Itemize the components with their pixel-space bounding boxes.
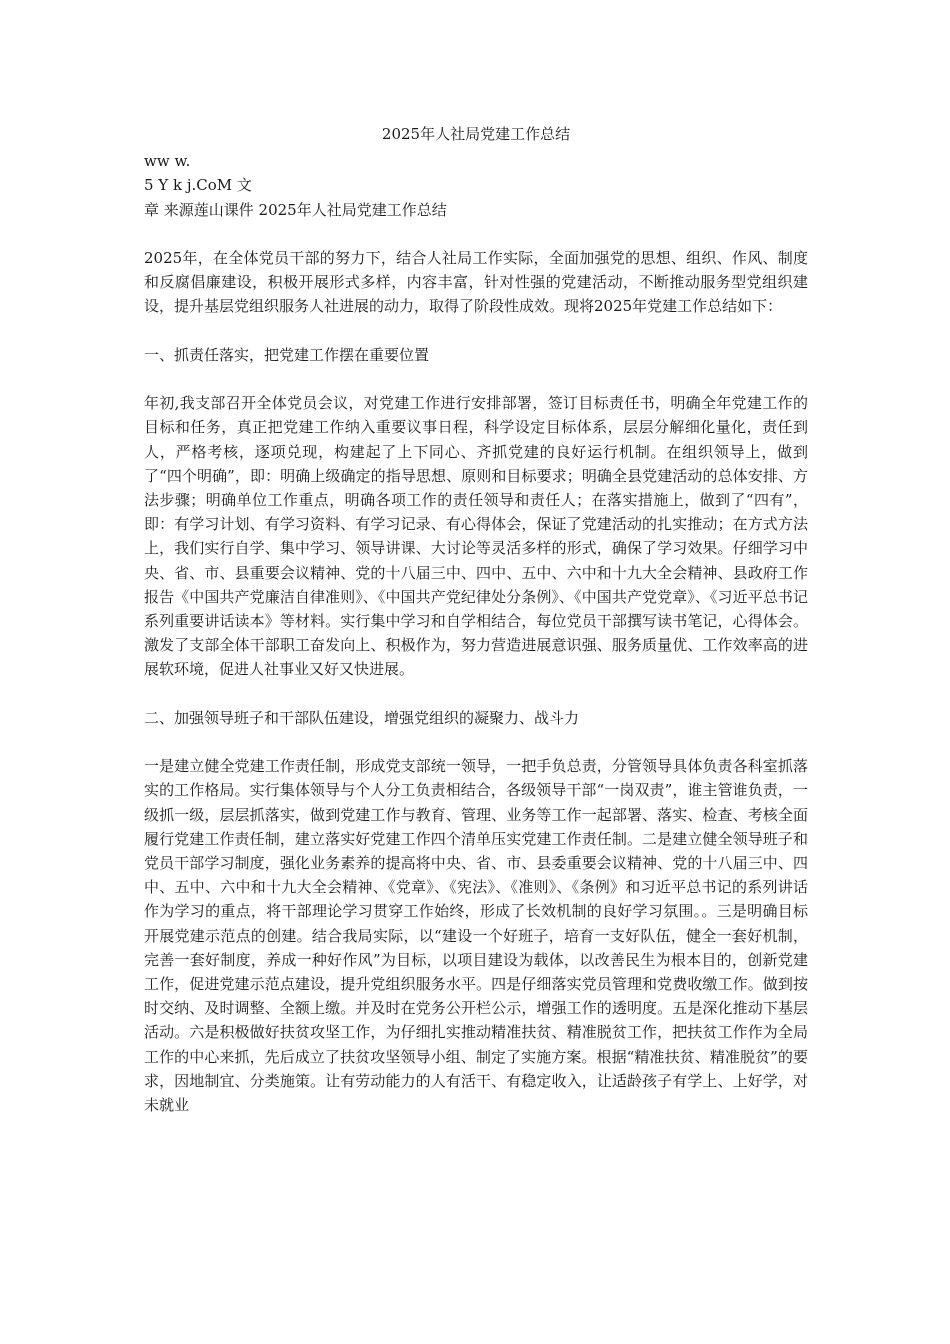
document-title: 2025年人社局党建工作总结 (381, 125, 571, 143)
spacer (144, 682, 808, 706)
intro-paragraph: 2025年，在全体党员干部的努力下，结合人社局工作实际，全面加强党的思想、组织、作风、制度和反腐倡廉建设，积极开展形式多样，内容丰富，针对性强的党建活动，不断推动服务型党组织建设，提升基层党组织服务人社进展的动力，取得了阶段性成效。现将2025年党建工作总结如下： (144, 249, 808, 316)
source-line-3: 章 来源莲山课件 2025年人社局党建工作总结 (144, 200, 447, 219)
document-page (144, 122, 808, 1117)
spacer (144, 730, 808, 754)
spacer (144, 367, 808, 391)
source-line-1: ww w. (144, 152, 191, 171)
section-2-body: 一是建立健全党建工作责任制，形成党支部统一领导，一把手负总责，分管领导具体负责各科室抓落实的工作格局。实行集体领导与个人分工负责相结合，各级领导干部“一岗双责”，谁主管谁负责，一级抓一级，层层抓落实，做到党建工作与教育、管理、业务等工作一起部署、落实、检查、考核全面履行党建工作责任制，建立落实好党建工作四个清单压实党建工作责任制。二是建立健全领导班子和党员干部学习制度，强化业务素养的提高将中央、省、市、县委重要会议精神、党的十八届三中、四中、五中、六中和十九大全会精神、《党章》、《宪法》、《准则》、《条例》和习近平总书记的系列讲话作为学习的重点，将干部理论学习贯穿工作始终，形成了长效机制的良好学习氛围。。三是明确目标开展党建示范点的创建。结合我局实际，以“建设一个好班子，培育一支好队伍，健全一套好机制，完善一套好制度，养成一种好作风”为目标，以项目建设为载体，以改善民生为根本目的，创新党建工作，促进党建示范点建设，提升党组织服务水平。四是仔细落实党员管理和党费收缴工作。做到按时交纳、及时调整、全额上缴。并及时在党务公开栏公示，增强工作的透明度。五是深化推动下基层活动。六是积极做好扶贫攻坚工作，为仔细扎实推动精准扶贫、精准脱贫工作，把扶贫工作作为全局工作的中心来抓，先后成立了扶贫攻坚领导小组、制定了实施方案。根据“精准扶贫、精准脱贫”的要求，因地制宜、分类施策。让有劳动能力的人有活干、有稳定收入，让适龄孩子有学上、上好学，对未就业 (144, 757, 808, 1115)
section-2-heading: 二、加强领导班子和干部队伍建设，增强党组织的凝聚力、战斗力 (144, 708, 580, 727)
spacer (144, 319, 808, 343)
spacer (144, 222, 808, 246)
source-line-2: 5 Y k j.CoM 文 (144, 176, 252, 195)
section-1-body: 年初,我支部召开全体党员会议，对党建工作进行安排部署，签订目标责任书，明确全年党建工作的目标和任务，真正把党建工作纳入重要议事日程，科学设定目标体系，层层分解细化量化，责任到人，严格考核，逐项兑现，构建起了上下同心、齐抓党建的良好运行机制。在组织领导上，做到了“四个明确”，即：明确上级确定的指导思想、原则和目标要求；明确全县党建活动的总体安排、方法步骤；明确单位工作重点，明确各项工作的责任领导和责任人；在落实措施上，做到了“四有”，即：有学习计划、有学习资料、有学习记录、有心得体会，保证了党建活动的扎实推动；在方式方法上，我们实行自学、集中学习、领导讲课、大讨论等灵活多样的形式，确保了学习效果。仔细学习中央、省、市、县重要会议精神、党的十八届三中、四中、五中、六中和十九大全会精神、县政府工作报告《中国共产党廉洁自律准则》、《中国共产党纪律处分条例》、《中国共产党党章》、《习近平总书记系列重要讲话读本》等材料。实行集中学习和自学相结合，每位党员干部撰写读书笔记，心得体会。激发了支部全体干部职工奋发向上、积极作为，努力营造进展意识强、服务质量优、工作效率高的进展软环境，促进人社事业又好又快进展。 (144, 394, 808, 679)
section-1-heading: 一、抓责任落实，把党建工作摆在重要位置 (144, 345, 430, 364)
